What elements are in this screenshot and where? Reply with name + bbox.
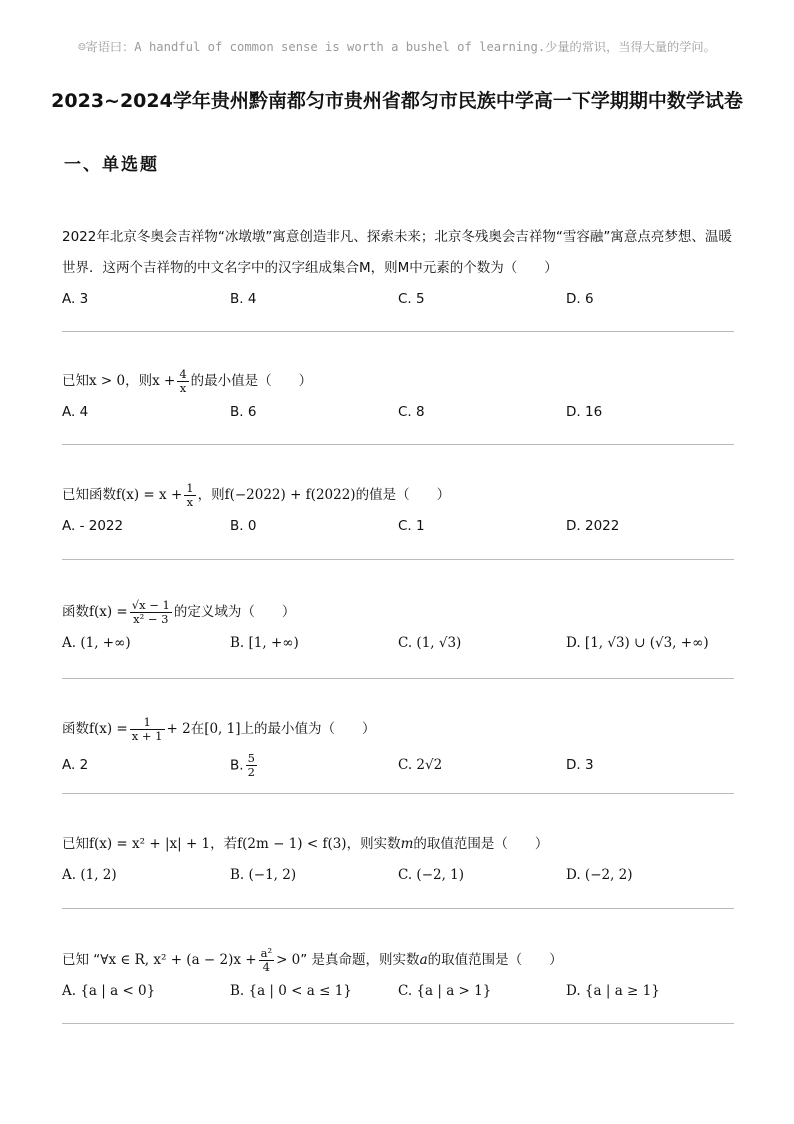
question-3-stem (62, 480, 734, 511)
question-4-stem (62, 597, 734, 628)
stem-text: ，则 (197, 487, 225, 503)
math-expression: f(2m − 1) < f(3) (237, 836, 347, 852)
fraction-numerator: √x − 1 (131, 597, 170, 612)
question-2-stem (62, 366, 734, 397)
stem-text: 在 (190, 721, 205, 737)
fraction (130, 716, 165, 743)
option-b[interactable]: B. 0 (230, 518, 257, 534)
fraction-numerator: 1 (130, 716, 165, 730)
stem-text: 已知函数 (62, 487, 116, 503)
option-b[interactable]: B. 4 (230, 291, 257, 307)
option-label: B. (230, 757, 244, 774)
fraction-numerator: 5 (247, 751, 255, 765)
option-d[interactable]: D. 16 (566, 404, 603, 420)
math-expression: a (419, 952, 428, 968)
question-5-stem (62, 714, 734, 745)
question-4 (62, 597, 734, 656)
option-c[interactable]: C. 1 (398, 518, 425, 534)
divider (62, 444, 734, 445)
option-a[interactable]: A. 4 (62, 404, 89, 420)
fraction (259, 947, 274, 974)
option-a[interactable]: A. - 2022 (62, 518, 124, 534)
fraction-numerator: 4 (179, 366, 187, 381)
option-c[interactable]: C. 8 (398, 404, 425, 420)
question-2 (62, 366, 734, 425)
fraction-denominator: x (186, 494, 194, 509)
question-1 (62, 222, 734, 312)
math-expression: ∀x ∈ R, x² + (a − 2)x + (100, 952, 257, 968)
math-expression: f(x) = x² + |x| + 1 (89, 836, 211, 852)
question-7-options (62, 978, 734, 1004)
option-c[interactable]: C. (1, √3) (398, 635, 462, 651)
option-b[interactable]: B. [1, +∞) (230, 635, 299, 651)
question-1-stem: 2022年北京冬奥会吉祥物“冰墩墩”寓意创造非凡、探索未来；北京冬残奥会吉祥物“雪容融”寓意点亮梦想、温暖世界．这两个吉祥物的中文名字中的汉字组成集合M，则M中元素的个数为（ ） (62, 229, 732, 276)
stem-text: 的取值范围是（ ） (413, 836, 549, 852)
stem-text: ，则 (125, 373, 153, 389)
question-3 (62, 480, 734, 539)
math-expression: x > 0 (89, 373, 126, 389)
option-b[interactable]: B. (−1, 2) (230, 867, 297, 883)
stem-text: 函数 (62, 721, 89, 737)
option-b[interactable]: B. 6 (230, 404, 257, 420)
question-7-stem (62, 945, 734, 976)
option-d[interactable]: D. 3 (566, 757, 594, 773)
option-d[interactable]: D. {a | a ≥ 1} (566, 983, 660, 999)
divider (62, 678, 734, 679)
fraction-denominator: x + 1 (131, 728, 163, 743)
option-a[interactable]: A. (1, +∞) (62, 635, 131, 651)
fraction-numerator: 1 (186, 480, 194, 495)
stem-text: 上的最小值为（ ） (240, 721, 376, 737)
fraction-numerator: a² (260, 945, 273, 960)
divider (62, 793, 734, 794)
divider (62, 908, 734, 909)
question-6 (62, 829, 734, 888)
header-quote: ☺寄语曰：A handful of common sense is worth a bushel of learning.少量的常识，当得大量的学问。 (78, 40, 716, 54)
option-c[interactable]: C. {a | a > 1} (398, 983, 492, 999)
fraction-denominator: 4 (262, 959, 270, 974)
option-d[interactable]: D. [1, √3) ∪ (√3, +∞) (566, 635, 709, 651)
option-b[interactable]: B. {a | 0 < a ≤ 1} (230, 983, 352, 999)
fraction (177, 368, 188, 395)
stem-text: ，则实数 (346, 836, 401, 852)
option-a[interactable]: A. (1, 2) (62, 867, 117, 883)
math-expression: f(−2022) + f(2022) (224, 487, 356, 503)
option-d[interactable]: D. 6 (566, 291, 594, 307)
stem-text: 的取值范围是（ ） (427, 952, 563, 968)
divider (62, 331, 734, 332)
math-expression: f(x) = (89, 721, 128, 737)
option-c[interactable]: C. (−2, 1) (398, 867, 465, 883)
option-b[interactable] (230, 752, 259, 779)
option-a[interactable]: A. 3 (62, 291, 89, 307)
question-1-options (62, 286, 734, 312)
question-5 (62, 714, 734, 783)
math-expression: f(x) = x + (116, 487, 183, 503)
question-7 (62, 945, 734, 1004)
section-heading: 一、单选题 (64, 155, 159, 175)
stem-text: 已知 (62, 836, 89, 852)
stem-text: 已知 “ (62, 952, 101, 968)
fraction-denominator: x² − 3 (133, 611, 169, 626)
option-a[interactable]: A. 2 (62, 757, 89, 773)
question-4-options (62, 630, 734, 656)
option-d[interactable]: D. (−2, 2) (566, 867, 633, 883)
fraction (130, 599, 172, 626)
stem-text: 的定义域为（ ） (173, 604, 296, 620)
option-d[interactable]: D. 2022 (566, 518, 620, 534)
stem-text: 的最小值是（ ） (190, 373, 313, 389)
question-6-options (62, 862, 734, 888)
fraction (246, 752, 257, 779)
stem-text: 已知 (62, 373, 89, 389)
page-title: 2023~2024学年贵州黔南都匀市贵州省都匀市民族中学高一下学期期中数学试卷 (51, 90, 743, 112)
stem-text: 函数 (62, 604, 89, 620)
option-c[interactable]: C. 5 (398, 291, 425, 307)
question-2-options (62, 399, 734, 425)
option-c[interactable]: C. 2√2 (398, 757, 443, 773)
math-expression: [0, 1] (204, 721, 241, 737)
math-expression: m (400, 836, 414, 852)
question-6-stem (62, 829, 734, 860)
divider (62, 559, 734, 560)
math-expression: f(x) = (89, 604, 128, 620)
question-5-options (62, 747, 734, 783)
stem-text: ” 是真命题，则实数 (300, 952, 420, 968)
fraction-denominator: 2 (247, 765, 255, 779)
stem-text: 的值是（ ） (355, 487, 451, 503)
fraction-denominator: x (179, 380, 187, 395)
math-expression: + 2 (166, 721, 191, 737)
stem-text: ，若 (210, 836, 238, 852)
option-a[interactable]: A. {a | a < 0} (62, 983, 156, 999)
divider (62, 1023, 734, 1024)
math-expression: x + (152, 373, 176, 389)
fraction (184, 482, 195, 509)
question-3-options (62, 513, 734, 539)
math-expression: > 0 (276, 952, 301, 968)
